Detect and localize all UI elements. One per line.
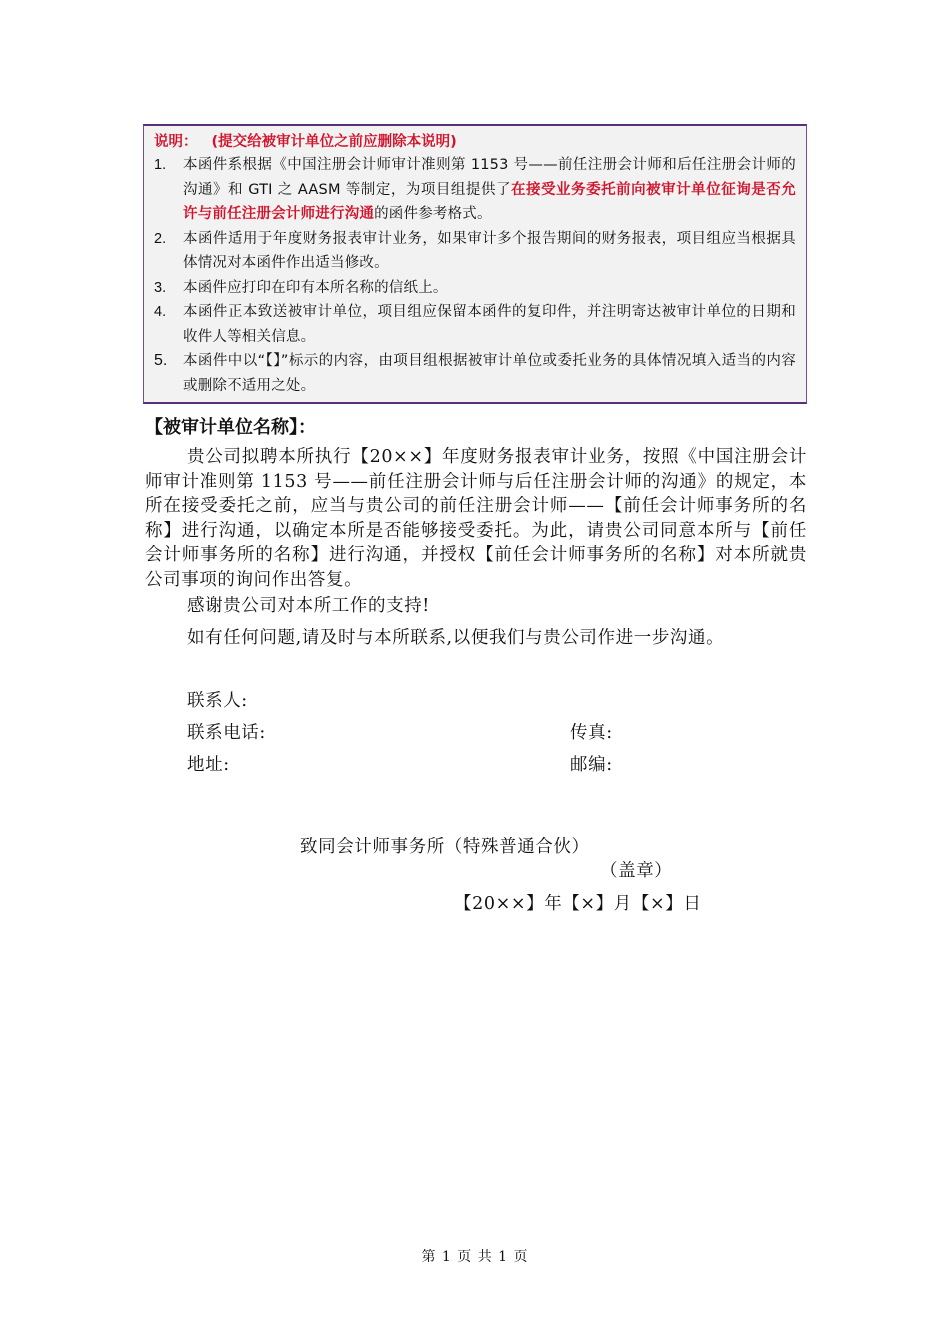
note-item-number: 4. [154, 304, 167, 320]
note-highlight: 在接受业务委托前向被审计单位征询是否允许与前任注册会计师进行沟通 [183, 181, 796, 222]
phone-label: 联系电话: [187, 723, 266, 743]
address-label: 地址: [187, 755, 230, 775]
page-footer: 第 1 页 共 1 页 [421, 1249, 529, 1265]
note-item-text: 本函件系根据《中国注册会计师审计准则第 1153 号——前任注册会计师和后任注册会计师的沟通》和 GTI 之 AASM 等制定，为项目组提供了在接受业务委托前向被审计单位征询是否允许与前任注册会计师进行沟通的函件参考格式。 [183, 157, 796, 222]
letter-contact-invite: 如有任何问题,请及时与本所联系,以便我们与贵公司作进一步沟通。 [187, 628, 725, 648]
note-item-number: 5. [154, 352, 168, 369]
postcode-label: 邮编: [570, 755, 613, 775]
note-item-3 [154, 276, 796, 301]
note-item-text: 本函件正本致送被审计单位，项目组应保留本函件的复印件，并注明寄达被审计单位的日期和收件人等相关信息。 [183, 304, 796, 345]
note-item-text: 本函件应打印在印有本所名称的信纸上。 [183, 279, 448, 296]
fax-label: 传真: [570, 723, 613, 743]
firm-name: 致同会计师事务所（特殊普通合伙） [300, 837, 590, 857]
note-item-2 [154, 227, 796, 276]
note-item-number: 1. [154, 157, 167, 173]
note-title-label: 说明： [154, 134, 198, 150]
seal-label: （盖章） [600, 861, 673, 881]
note-item-number: 2. [154, 230, 167, 247]
note-item-1 [154, 153, 796, 227]
letter-addressee: 【被审计单位名称】： [145, 417, 316, 438]
note-title [154, 131, 796, 153]
note-item-number: 3. [154, 279, 167, 296]
note-item-4 [154, 300, 796, 349]
letter-body-paragraph: 贵公司拟聘本所执行【20××】年度财务报表审计业务，按照《中国注册会计师审计准则第 1153 号——前任注册会计师与后任注册会计师的沟通》的规定，本所在接受委托之前，应当与贵公司的前任注册会计师——【前任会计师事务所的名称】进行沟通，以确定本所是否能够接受委托。为此，请贵公司同意本所与【前任会计师事务所的名称】进行沟通，并授权【前任会计师事务所的名称】对本所就贵公司事项的询问作出答复。 [145, 447, 807, 590]
letter-thanks: 感谢贵公司对本所工作的支持! [187, 596, 430, 616]
contact-person-label: 联系人: [187, 691, 248, 711]
note-item-text: 本函件适用于年度财务报表审计业务，如果审计多个报告期间的财务报表，项目组应当根据具体情况对本函件作出适当修改。 [183, 230, 796, 271]
note-title-remark: (提交给被审计单位之前应删除本说明) [211, 134, 457, 150]
letter-date: 【20××】年【×】月【×】日 [454, 894, 702, 914]
note-item-text: 本函件中以“【】”标示的内容，由项目组根据被审计单位或委托业务的具体情况填入适当的内容或删除不适用之处。 [183, 353, 796, 394]
note-item-5 [154, 349, 796, 398]
instruction-note-box [143, 124, 807, 404]
